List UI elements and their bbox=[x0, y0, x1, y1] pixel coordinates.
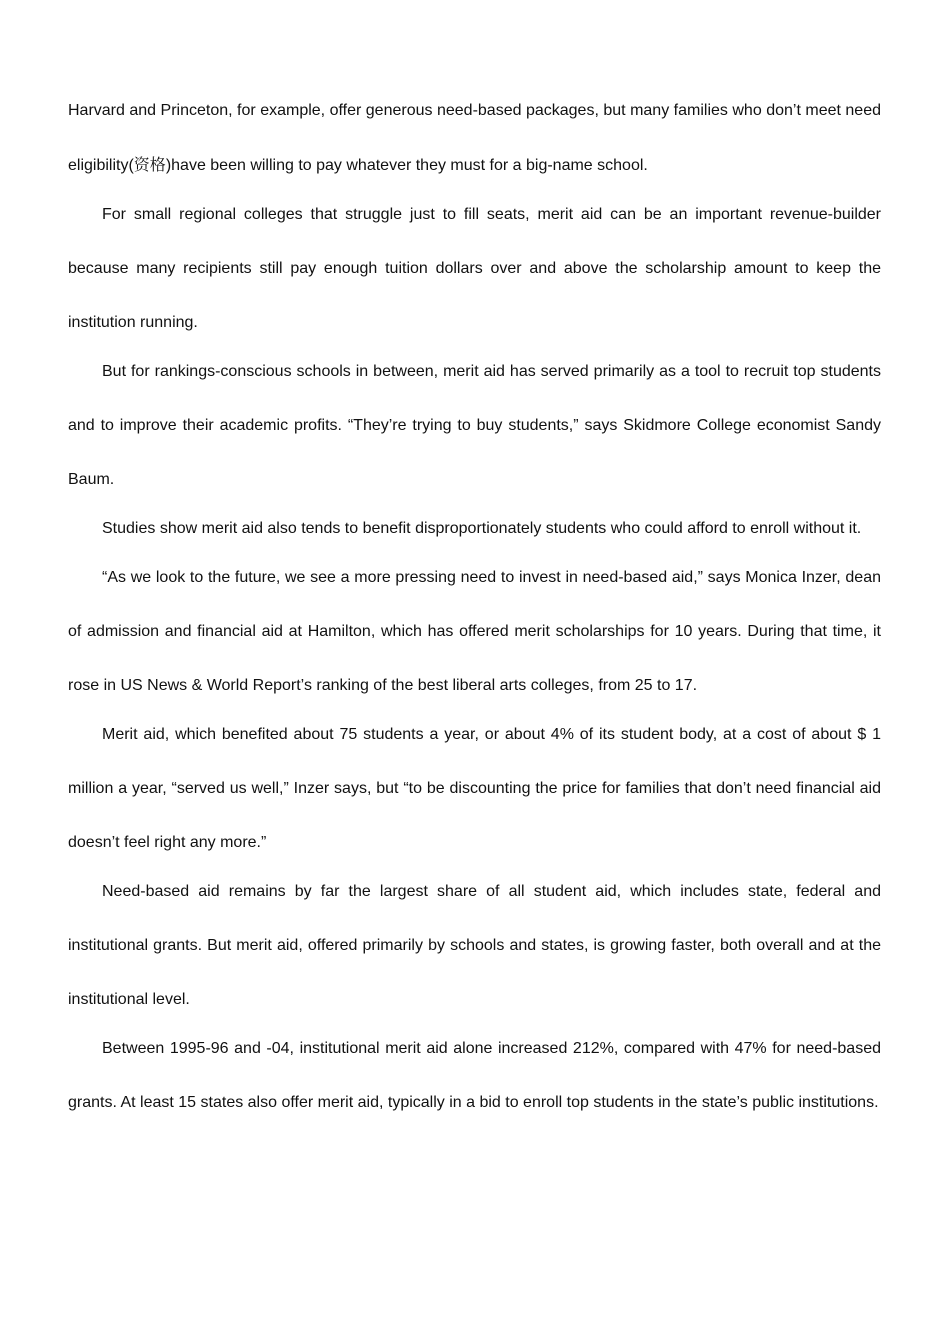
paragraph-rankings-conscious: But for rankings-conscious schools in between, merit aid has served primarily as a tool to recruit top students and to improve their academic profits. “They’re trying to buy students,” says Skidmore College economist Sandy Baum. bbox=[68, 363, 881, 488]
paragraph-inzer-quote: “As we look to the future, we see a more pressing need to invest in need-based aid,” says Monica Inzer, dean of admission and financial aid at Hamilton, which has offered merit scholarships for 10 years. During that time, it rose in US News & World Report’s ranking of the best liberal arts colleges, from 25 to 17. bbox=[68, 569, 881, 694]
article-body bbox=[68, 84, 881, 1125]
paragraph-regional-colleges: For small regional colleges that struggle just to fill seats, merit aid can be an important revenue-builder because many recipients still pay enough tuition dollars over and above the scholarship amount to keep the institution running. bbox=[68, 206, 881, 331]
paragraph-growth-statistics: Between 1995-96 and -04, institutional merit aid alone increased 212%, compared with 47% for need-based grants. At least 15 states also offer merit aid, typically in a bid to enroll top students in the state’s public institutions. bbox=[68, 1040, 881, 1111]
paragraph-harvard-princeton bbox=[68, 84, 881, 193]
paragraph-merit-aid-cost: Merit aid, which benefited about 75 students a year, or about 4% of its student body, at a cost of about $ 1 million a year, “served us well,” Inzer says, but “to be discounting the price for families that don’t need financial aid doesn’t feel right any more.” bbox=[68, 726, 881, 851]
paragraph-text: )have been willing to pay whatever they must for a big-name school. bbox=[165, 157, 648, 174]
paragraph-text: Harvard and Princeton, for example, offer generous need-based packages, but many families who don’t meet need eligibility( bbox=[68, 102, 881, 174]
chinese-gloss: 资格 bbox=[133, 155, 166, 174]
paragraph-studies: Studies show merit aid also tends to benefit disproportionately students who could afford to enroll without it. bbox=[102, 520, 862, 537]
paragraph-need-based-share: Need-based aid remains by far the largest share of all student aid, which includes state, federal and institutional grants. But merit aid, offered primarily by schools and states, is growing faster, both overall and at the institutional level. bbox=[68, 883, 881, 1008]
